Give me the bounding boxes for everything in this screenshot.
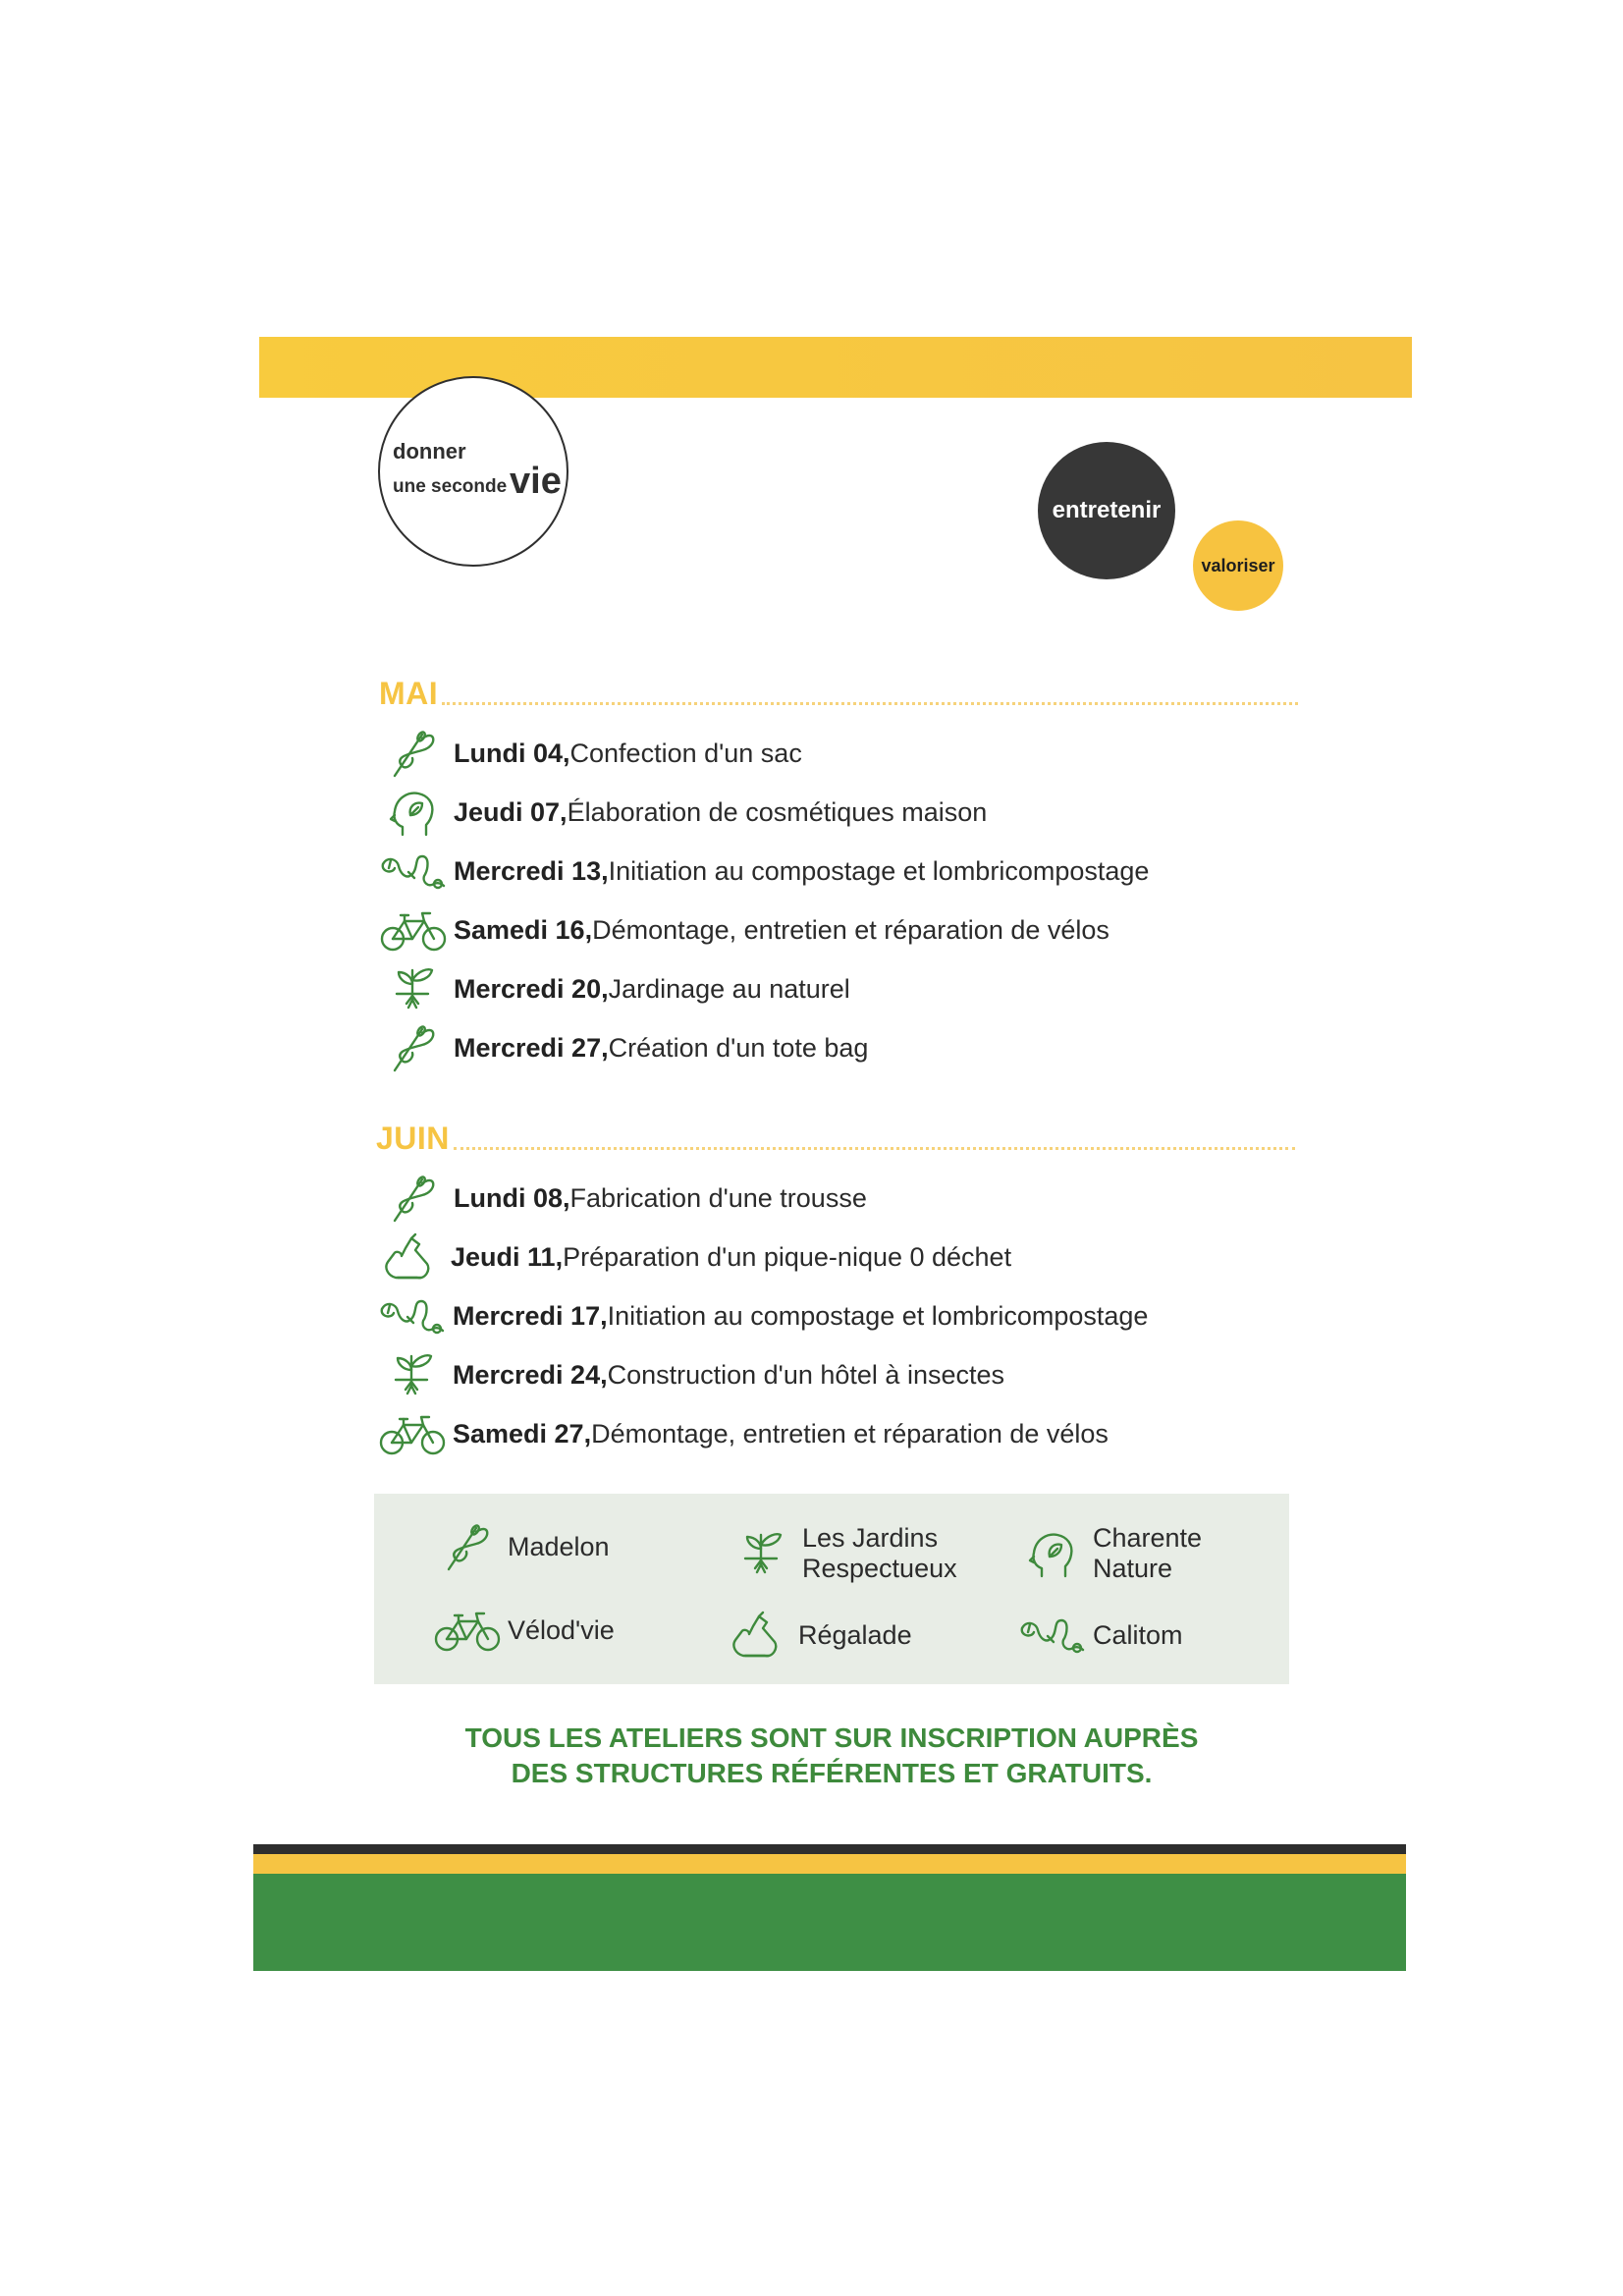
legend-item: [433, 1603, 615, 1658]
event-title: Jardinage au naturel: [608, 973, 850, 1004]
event-title: Initiation au compostage et lombricompostage: [607, 1300, 1149, 1331]
event-title: Préparation d'un pique-nique 0 déchet: [563, 1241, 1012, 1272]
legend-item: [1018, 1608, 1183, 1663]
event-day: Jeudi 07,: [454, 796, 568, 827]
worm-icon: [378, 1288, 453, 1343]
event-row: [379, 901, 1109, 959]
legend-label: Charente Nature: [1093, 1523, 1203, 1583]
event-title: Fabrication d'une trousse: [569, 1182, 867, 1213]
badge-valoriser: valoriser: [1193, 520, 1283, 611]
oven-mitt-icon: [376, 1230, 451, 1285]
month-heading-juin: [376, 1122, 1295, 1154]
event-row: [376, 1228, 1011, 1286]
bottom-green-band: [253, 1874, 1406, 1971]
dotted-rule: [442, 702, 1298, 705]
legend-label: Vélod'vie: [508, 1614, 615, 1645]
legend-label: Madelon: [508, 1531, 610, 1561]
note-line-1: TOUS LES ATELIERS SONT SUR INSCRIPTION AUPRÈS: [464, 1722, 1199, 1753]
legend-label: Calitom: [1093, 1619, 1183, 1650]
event-title: Élaboration de cosmétiques maison: [567, 796, 988, 827]
event-day: Samedi 27,: [453, 1418, 592, 1449]
legend-label: Les Jardins Respectueux: [802, 1523, 957, 1583]
event-row: [379, 842, 1149, 901]
needle-thread-icon: [379, 726, 454, 781]
event-day: Mercredi 24,: [453, 1359, 608, 1390]
bicycle-icon: [433, 1603, 502, 1658]
event-row: [378, 1286, 1148, 1345]
legend-item: [433, 1519, 610, 1574]
event-row: [379, 1018, 868, 1077]
bottom-yellow-band: [253, 1854, 1406, 1874]
event-row: [379, 959, 850, 1018]
event-row: [379, 1169, 867, 1228]
event-row: [379, 783, 987, 842]
event-day: Mercredi 13,: [454, 855, 609, 886]
month-name: MAI: [379, 676, 439, 711]
worm-icon: [379, 844, 454, 899]
legend-box: [374, 1494, 1289, 1684]
head-leaf-icon: [379, 785, 454, 840]
needle-thread-icon: [379, 1171, 454, 1226]
event-title: Démontage, entretien et réparation de vélos: [591, 1418, 1109, 1449]
sprout-icon: [379, 961, 454, 1016]
event-title: Confection d'un sac: [569, 738, 802, 768]
legend-label: Régalade: [798, 1619, 912, 1650]
event-title: Création d'un tote bag: [608, 1032, 869, 1063]
event-row: [379, 724, 802, 783]
event-day: Mercredi 20,: [454, 973, 609, 1004]
event-day: Jeudi 11,: [451, 1241, 564, 1272]
oven-mitt-icon: [724, 1608, 792, 1663]
badge-donner-line3: vie: [510, 461, 562, 502]
bicycle-icon: [379, 902, 454, 957]
worm-icon: [1018, 1608, 1087, 1663]
head-leaf-icon: [1018, 1526, 1087, 1581]
needle-thread-icon: [433, 1519, 502, 1574]
event-title: Démontage, entretien et réparation de vélos: [592, 914, 1109, 945]
event-day: Mercredi 27,: [454, 1032, 609, 1063]
registration-note: [374, 1721, 1289, 1791]
month-heading-mai: [379, 678, 1298, 709]
sprout-icon: [378, 1347, 453, 1402]
note-line-2: DES STRUCTURES RÉFÉRENTES ET GRATUITS.: [511, 1758, 1153, 1788]
event-title: Construction d'un hôtel à insectes: [607, 1359, 1004, 1390]
legend-item: [1018, 1523, 1202, 1584]
badge-donner-seconde-vie: [378, 376, 568, 567]
legend-item: [724, 1608, 912, 1663]
dotted-rule: [454, 1147, 1295, 1150]
event-row: [378, 1345, 1004, 1404]
badge-entretenir: entretenir: [1038, 442, 1175, 579]
badge-donner-line2: une seconde: [393, 476, 508, 497]
bottom-dark-band: [253, 1844, 1406, 1854]
event-row: [378, 1404, 1109, 1463]
event-title: Initiation au compostage et lombricompostage: [608, 855, 1150, 886]
event-day: Mercredi 17,: [453, 1300, 608, 1331]
event-day: Lundi 04,: [454, 738, 570, 768]
event-day: Samedi 16,: [454, 914, 593, 945]
month-name: JUIN: [376, 1121, 450, 1156]
sprout-icon: [728, 1526, 796, 1581]
needle-thread-icon: [379, 1020, 454, 1075]
badge-donner-line1: donner: [393, 439, 466, 464]
event-day: Lundi 08,: [454, 1182, 570, 1213]
bicycle-icon: [378, 1406, 453, 1461]
legend-item: [728, 1523, 957, 1584]
